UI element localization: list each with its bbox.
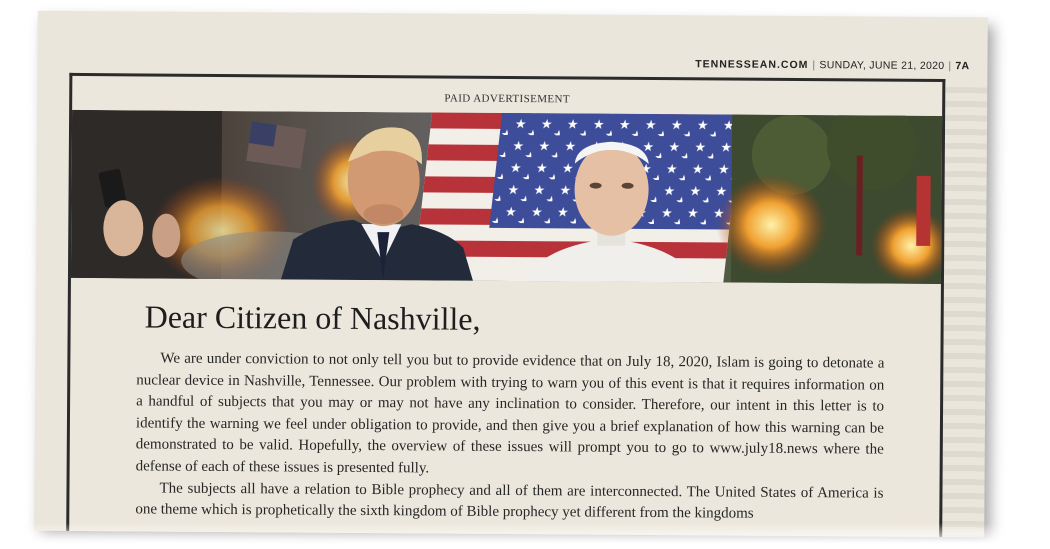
letter-body (135, 348, 884, 526)
header-separator: | (812, 59, 816, 72)
site-name: TENNESSEAN.COM (695, 58, 809, 72)
header-separator: | (948, 60, 952, 73)
letter-greeting: Dear Citizen of Nashville, (144, 298, 481, 337)
page-header (695, 58, 969, 72)
advertisement-box (66, 73, 945, 537)
paid-advertisement-label: PAID ADVERTISEMENT (444, 92, 571, 106)
torn-edge-fade (0, 523, 1050, 549)
small-flag-graphic (246, 121, 306, 169)
letter-paragraph: The subjects all have a relation to Bible prophecy and all of them are interconnected. The United States of America is one theme which is prophetically the sixth kingdom of Bible prophecy yet different from the kingdoms (135, 480, 884, 522)
banner-collage-image (71, 110, 942, 284)
issue-date: SUNDAY, JUNE 21, 2020 (819, 59, 945, 73)
page-number: 7A (955, 60, 970, 73)
letter-paragraph: We are under conviction to not only tell you but to provide evidence that on July 18, 2020, Islam is going to detonate a nuclear device in Nashville, Tennessee. Our problem with trying to warn you of this event is that it requires information on a handful of subjects that you may or may not have any inclination to consider. Therefore, our intent in this letter is to identify the warning we feel under obligation to provide, and then give you a brief explanation of how this warning can be demonstrated to be valid. Hopefully, the overview of these issues will prompt you to go to www.july18.news where the defense of each of these issues is presented fully. (135, 350, 885, 477)
newspaper-page (34, 11, 988, 538)
